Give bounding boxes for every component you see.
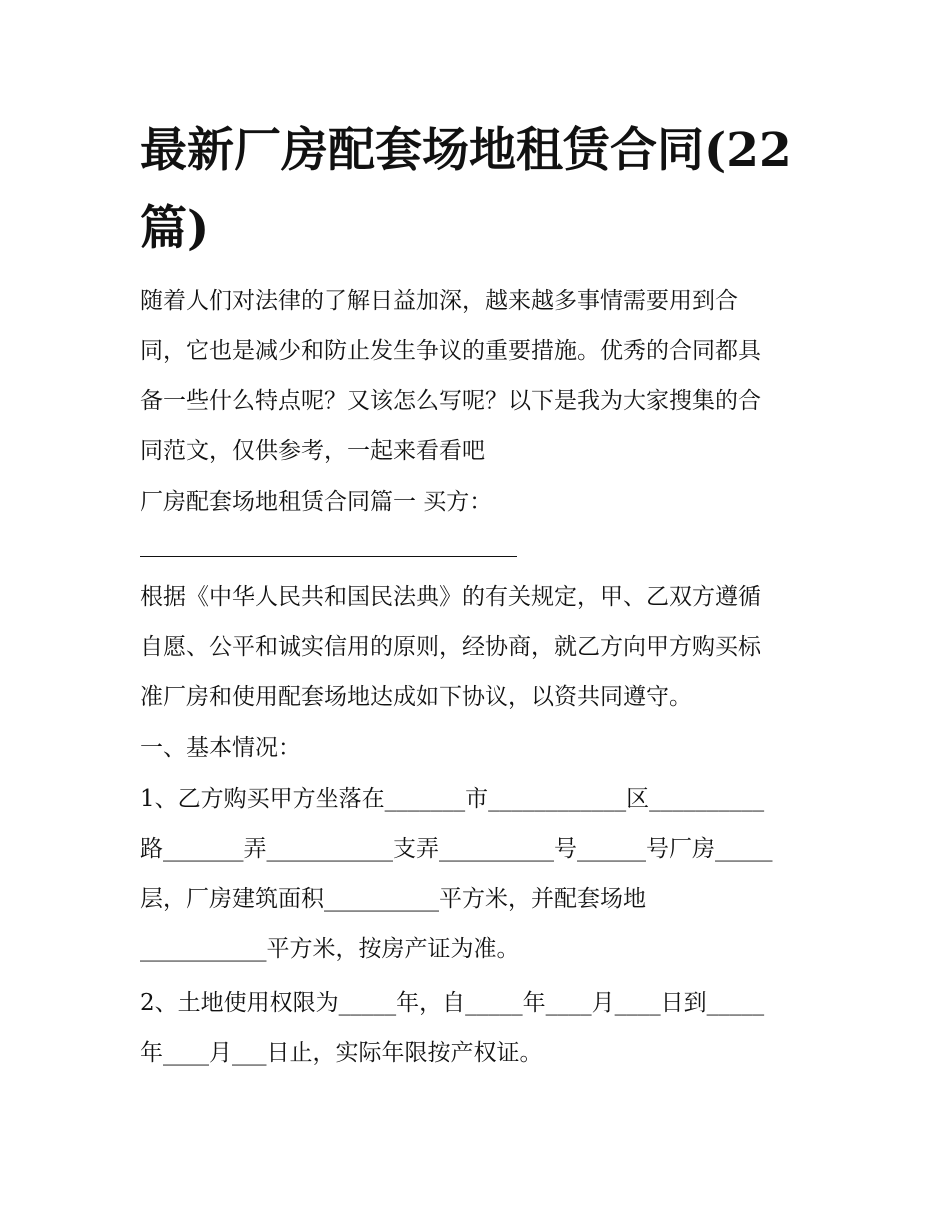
intro-line: 同，它也是减少和防止发生争议的重要措施。优秀的合同都具 [140, 338, 761, 364]
basis-line: 准厂房和使用配套场地达成如下协议，以资共同遵守。 [140, 684, 692, 710]
basis-line: 自愿、公平和诚实信用的原则，经协商，就乙方向甲方购买标 [140, 634, 761, 660]
item-1-line: 层，厂房建筑面积__________平方米，并配套场地 [140, 886, 646, 912]
signature-blank-line [140, 556, 517, 557]
section-heading [140, 477, 820, 527]
title-line: 最新厂房配套场地租赁合同(22 [140, 123, 792, 178]
item-1-line: ___________平方米，按房产证为准。 [140, 936, 520, 962]
item-2-line: 年____月___日止，实际年限按产权证。 [140, 1040, 543, 1066]
basis-paragraph [140, 572, 820, 722]
intro-line: 同范文，仅供参考，一起来看看吧 [140, 438, 485, 464]
intro-line: 随着人们对法律的了解日益加深，越来越多事情需要用到合 [140, 288, 738, 314]
basis-line: 根据《中华人民共和国民法典》的有关规定，甲、乙双方遵循 [140, 584, 761, 610]
title-line: 篇) [140, 201, 210, 256]
intro-line: 备一些什么特点呢？又该怎么写呢？以下是我为大家搜集的合 [140, 388, 761, 414]
item-1-line: 1、乙方购买甲方坐落在_______市____________区__________ [140, 786, 765, 812]
item-2-line: 2、土地使用权限为_____年，自_____年____月____日到_____ [140, 990, 765, 1016]
item-1 [140, 774, 820, 974]
item-2 [140, 978, 820, 1078]
document-title [140, 112, 820, 268]
clause-heading [140, 723, 820, 773]
item-1-line: 路_______弄___________支弄__________号______号厂房_____ [140, 836, 773, 862]
intro-paragraph [140, 276, 820, 476]
section-heading-text: 厂房配套场地租赁合同篇一 买方： [140, 489, 493, 515]
clause-heading-text: 一、基本情况： [140, 735, 301, 761]
